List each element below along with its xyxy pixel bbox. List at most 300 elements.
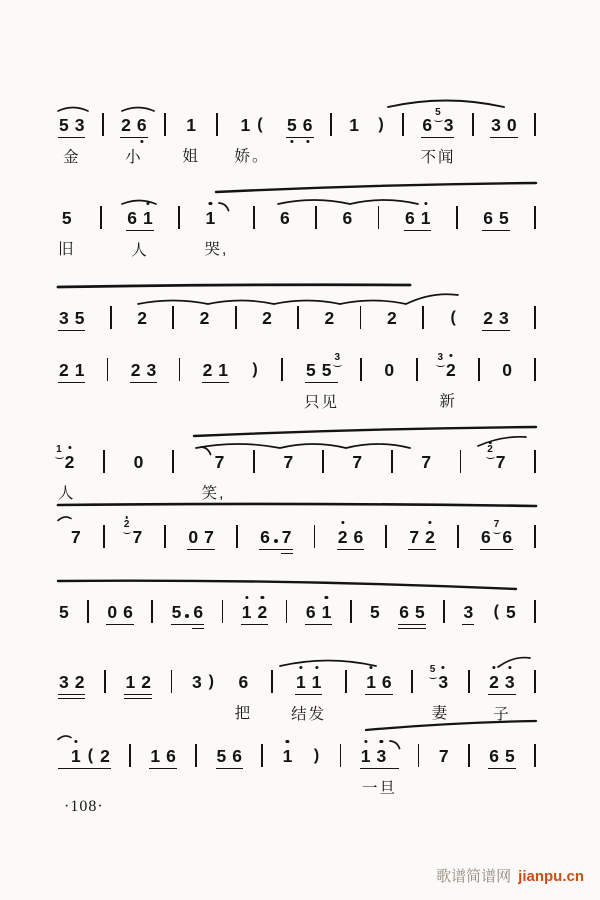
note-digit: 1 [186,115,196,135]
notation-line-5 [56,444,536,503]
beat-group [239,113,264,137]
slur-arc [58,108,88,112]
octave-dot-high [315,666,318,669]
lyric: 哭, [204,241,229,258]
note-digit: 1 [366,672,376,692]
beat-group [448,306,457,330]
note-digit: 5 [415,602,425,622]
note-group [235,670,253,723]
note-digit: 5 [59,115,69,135]
beat-group [58,306,85,331]
notation-line-3 [58,306,536,331]
barline [87,600,89,623]
note-digit: 7 [283,452,294,472]
note-digit: 5 [287,115,297,135]
barline [236,525,238,548]
note-digit: 2 [141,672,151,692]
barline-stroke [457,525,459,548]
note-group [130,358,157,383]
note-digit: 2 [121,115,131,135]
note-group [342,206,354,230]
note-digit: 2 [446,360,456,380]
beat-group [58,744,111,769]
slide-curve [218,201,230,212]
note-digit: 2 [257,602,267,622]
grace-note: 2 [487,445,493,455]
beat-group [386,306,398,330]
octave-dot-high [325,596,328,599]
note-group [216,744,243,769]
octave-dot-high [508,666,511,669]
barline-stroke [286,600,288,623]
barline [315,206,317,229]
beat-group [250,358,259,382]
beat-group [124,670,151,695]
note-group [337,525,364,550]
note-group [241,600,268,625]
note-digit: 3 [499,308,509,328]
octave-dot-high [245,596,248,599]
note-digit: 7 [281,527,292,547]
beat-group [58,670,85,695]
note-group [383,358,395,382]
beat-group [462,600,474,625]
beat-group [404,206,431,231]
beat-group [58,113,85,138]
beat-group [133,450,145,474]
note-digit: 3 [191,672,202,692]
barline [378,206,380,229]
barline-stroke [350,600,352,623]
note-group [429,664,450,723]
slur-arc [406,294,458,304]
note-group [120,113,147,167]
slide-curve [200,445,212,456]
note-digit: 6 [127,208,137,228]
slide-mark [200,445,212,456]
beat-group [202,450,226,474]
barline [107,358,109,381]
note-digit: 3 [74,115,85,135]
barline-stroke [330,113,332,136]
slur-arc [122,108,154,112]
lyric: 子 [493,706,511,723]
barline-stroke [422,306,424,329]
note-digit: 2 [324,308,335,328]
barline [391,450,393,473]
octave-dot-low [290,140,293,143]
note-group [492,600,517,624]
note-group [126,206,153,260]
note-digit: 0 [133,452,144,472]
note-digit: 2 [59,360,69,380]
note-digit: 3 [146,360,157,380]
note-group [283,450,295,474]
note-digit: 6 [399,602,410,622]
barline [422,306,424,329]
tie-end-mark [57,733,72,741]
watermark-site-name: 歌谱简谱网 [436,868,512,885]
beat-group [369,600,381,624]
lyric: 娇。 [234,148,270,165]
note-digit: 6 [232,746,242,766]
note-digit: 3 [505,672,515,692]
barline-stroke [104,670,106,693]
note-digit: 5 [216,746,227,766]
note-digit: 1 [71,746,81,766]
note-digit: 6 [303,115,313,135]
beat-group [61,206,73,230]
barline-stroke [103,450,105,473]
note-digit: 6 [260,527,270,547]
beat-group [205,206,229,230]
barline-stroke [195,744,197,767]
barline-stroke [378,206,380,229]
long-tie-line [58,285,410,287]
note-digit: 6 [137,115,147,135]
note-digit: 2 [338,527,348,547]
barline [534,744,536,767]
beat-group [365,670,392,695]
parenthesis: ) [313,747,320,764]
octave-dot-high [261,596,264,599]
barline [171,670,173,693]
note-digit: 3 [463,602,474,622]
barline [330,113,332,136]
note-group [348,113,360,137]
octave-dot-high [68,446,71,449]
barline-stroke [385,525,387,548]
slur-arc [274,301,340,305]
page-number: ·108· [64,798,104,815]
note-group [480,519,513,550]
beat-group [398,600,425,625]
note-group [291,670,326,724]
slur-arc [340,301,406,305]
barline-stroke [100,206,102,229]
barline [534,450,536,473]
slur-arc [122,201,156,205]
barline-stroke [253,450,255,473]
barline-stroke [468,670,470,693]
notation-line-2 [58,206,536,260]
note-group [58,113,85,167]
barline-stroke [460,450,462,473]
barline [534,600,536,623]
barline [151,600,153,623]
note-digit: 5 [370,602,380,622]
parenthesis: ( [87,747,94,764]
lyric: 一旦 [361,780,397,797]
barline-stroke [222,600,224,623]
beat-group [383,358,395,382]
octave-dot-high [442,666,445,669]
note-digit: 5 [506,602,516,622]
note-digit: 7 [495,452,506,472]
watermark-url-link[interactable]: jianpu.cn [518,868,584,885]
barline [360,306,362,329]
notation-line-7 [58,600,536,625]
beat-group [283,450,295,474]
note-digit: 1 [206,208,216,228]
note-digit: 1 [421,208,431,228]
barline [216,113,218,136]
lyric: 小 [125,149,143,166]
note-digit: 1 [361,746,371,766]
note-digit: 1 [143,208,153,228]
barline [314,525,316,548]
beat-group [420,450,432,474]
barline-stroke [129,744,131,767]
barline [460,450,462,473]
slur-arc [278,200,350,204]
note-digit: 2 [387,308,397,328]
barline [261,744,263,767]
beat-group [305,600,332,625]
barline-stroke [534,744,536,767]
notation-line-9 [58,744,536,798]
barline-stroke [281,358,283,381]
note-digit: 0 [384,360,395,380]
note-digit: 2 [202,360,213,380]
note-digit: 2 [65,452,75,472]
note-group [261,306,273,330]
parenthesis: ) [378,116,384,133]
octave-dot-high [364,740,367,743]
barline-stroke [478,358,480,381]
note-digit: 7 [421,452,432,472]
note-group [182,113,200,166]
slur-arc [498,658,530,667]
barline-stroke [472,113,474,136]
beat-group [106,600,133,625]
beat-group [171,600,204,625]
note-digit: 3 [59,308,69,328]
lyric: 只见 [303,394,339,411]
barline-stroke [345,670,347,693]
octave-dot-high [341,521,344,524]
note-group [58,744,111,769]
beat-group [480,519,513,550]
beat-group [279,206,291,230]
barline [478,358,480,381]
note-digit: 6 [489,746,499,766]
barline-stroke [360,358,362,381]
note-group [398,600,425,625]
octave-dot-high [492,666,495,669]
note-digit: 2 [483,308,494,328]
note-group [404,206,431,231]
note-group [351,450,363,474]
beat-group [488,744,515,769]
barline-stroke [468,744,470,767]
note-digit: 6 [481,527,491,547]
grace-note: 2 [124,520,130,530]
note-group [58,600,70,624]
barline [534,306,536,329]
note-digit: 1 [312,672,322,692]
barline [271,670,273,693]
barline [179,358,181,381]
lyric: 妻 [431,705,450,722]
barline [534,358,536,381]
beat-group [259,525,292,550]
note-group [279,206,291,230]
note-digit: 5 [498,208,509,228]
beat-group [58,600,70,624]
beat-group [312,744,321,768]
note-group [124,670,151,695]
note-digit: 2 [100,746,110,766]
note-digit: 2 [425,527,435,547]
beat-group [421,107,454,138]
barline-stroke [402,113,404,136]
note-digit: 0 [107,602,118,622]
slur-arc [350,200,418,204]
note-group [482,306,509,331]
note-digit: 5 [305,360,316,380]
note-group [199,306,211,330]
barline [350,600,352,623]
slur-arc [388,101,504,108]
barline [172,450,174,473]
beat-group [123,519,143,549]
barline [534,113,536,136]
grace-note: 5 [435,107,441,118]
beat-group [130,358,157,383]
note-digit: 7 [132,527,143,547]
beat-group [487,444,506,474]
barline [345,670,347,693]
beat-group [126,206,153,231]
note-group [58,525,82,549]
note-digit: 7 [214,452,225,472]
beat-group [149,744,176,769]
note-group [123,519,143,549]
barline-stroke [261,744,263,767]
note-digit: 1 [242,602,252,622]
note-group [259,525,292,550]
note-group [202,358,229,383]
lyric: 新 [439,393,457,410]
octave-dot-high [299,666,302,669]
note-digit: 3 [491,115,501,135]
octave-dot-high [74,740,77,743]
note-group [58,306,85,331]
slur-arc [478,437,526,446]
octave-dot-high [380,740,383,743]
octave-dot [125,516,128,519]
barline [443,600,445,623]
note-group [149,744,176,769]
barline-stroke [534,358,536,381]
beat-group [56,444,75,474]
note-digit: 6 [353,527,364,547]
note-digit: 6 [305,602,316,622]
beat-group [295,670,322,695]
slur-tie-arcs [58,424,536,454]
barline-stroke [103,525,105,548]
note-group [365,670,392,695]
lyric: 结发 [291,706,327,723]
note-digit: 6 [238,672,249,692]
barline-stroke [178,206,180,229]
note-digit: 7 [409,527,420,547]
note-group [490,113,517,138]
beat-group [136,306,148,330]
beat-group [351,450,363,474]
note-digit: 1 [125,672,136,692]
note-digit: 2 [130,360,141,380]
barline-stroke [297,306,299,329]
barline-stroke [102,113,104,136]
octave-dot-high [424,202,427,205]
barline-stroke [534,600,536,623]
slur-arc [138,301,208,305]
beat-group [337,525,364,550]
beat-group [501,358,513,382]
note-group [58,670,85,695]
barline [286,600,288,623]
barline [457,525,459,548]
lyric: 不闻 [420,149,456,166]
note-digit: 0 [502,360,512,380]
note-digit: 6 [422,115,433,135]
octave-dot-low [140,140,143,143]
note-group [187,525,214,550]
beat-group [429,664,449,694]
beat-group [492,600,517,624]
lyric: 笑, [201,485,226,502]
beat-group [305,352,340,383]
barline [164,525,166,548]
note-digit: 5 [321,360,332,380]
barline-stroke [360,306,362,329]
note-group [303,352,340,412]
barline [164,113,166,136]
barline [178,206,180,229]
note-group [250,358,259,382]
barline [402,113,404,136]
barline [104,670,106,693]
beat-group [286,113,313,138]
barline [468,670,470,693]
note-group [171,600,204,625]
grace-note: 5 [429,664,436,675]
grace-note: 1 [56,444,62,455]
barline-stroke [391,450,393,473]
note-group [360,744,399,798]
barline [411,670,413,693]
tie-curve [57,733,72,741]
beat-group [58,358,85,383]
note-group [106,600,133,625]
beat-group [187,525,214,550]
note-digit: 2 [489,672,499,692]
beat-group [488,670,515,695]
barline [103,450,105,473]
barline [360,358,362,381]
barline [534,206,536,229]
parenthesis: ( [450,309,456,326]
barline [534,525,536,548]
octave-dot-high [449,354,452,357]
barline [297,306,299,329]
note-digit: 3 [443,115,454,135]
barline-stroke [87,600,89,623]
barline [129,744,131,767]
augmentation-dot [185,614,189,618]
